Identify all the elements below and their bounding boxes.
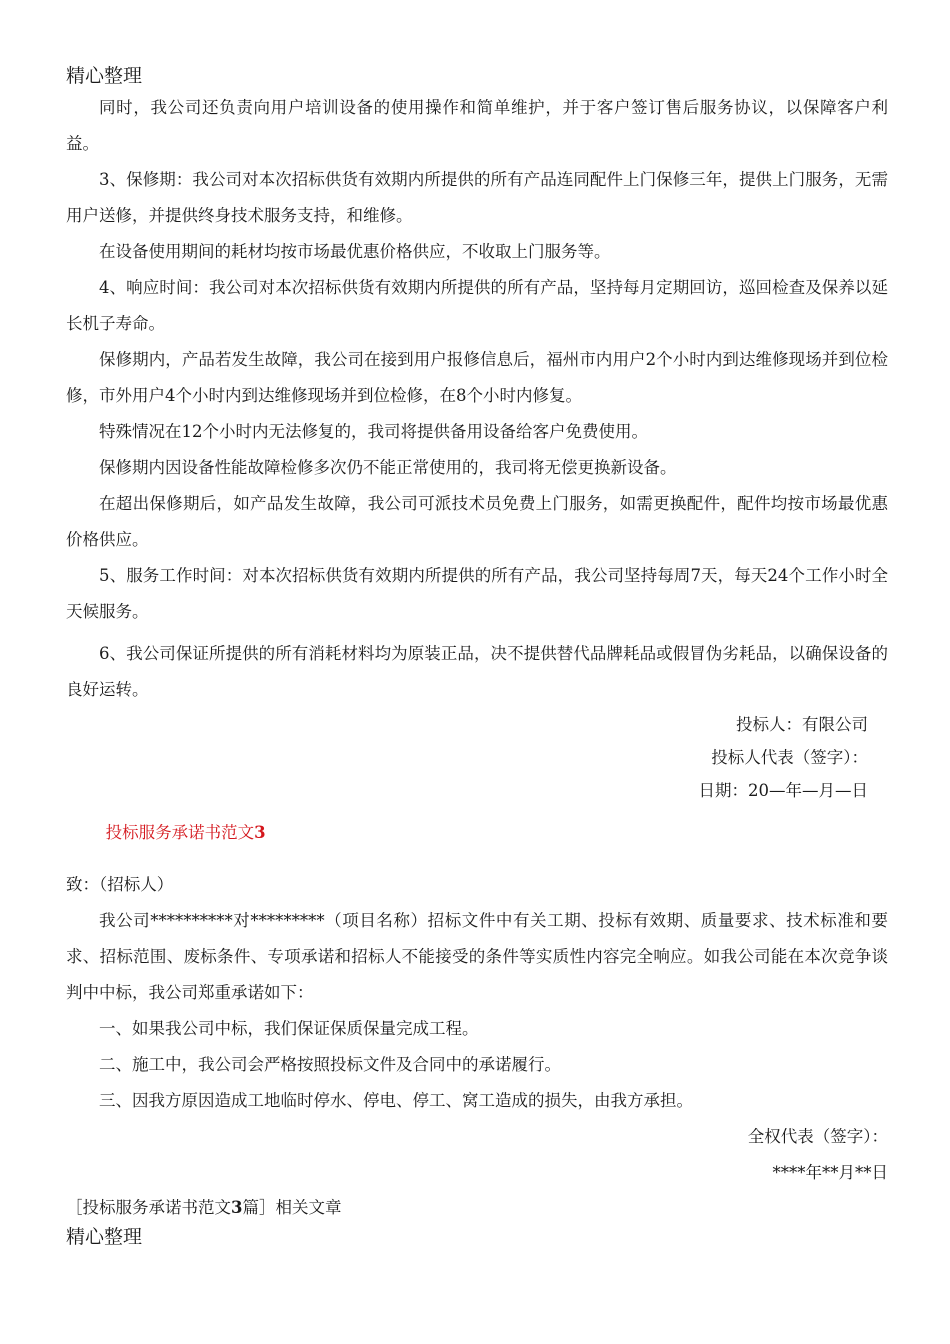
section-1-signature xyxy=(66,708,888,807)
section-2-signature xyxy=(66,1119,888,1191)
related-suffix: 篇］相关文章 xyxy=(242,1198,342,1217)
related-prefix: ［投标服务承诺书范文 xyxy=(66,1198,231,1217)
signature-date: 日期：20—年—月—日 xyxy=(698,781,868,800)
paragraph-commitment-1: 一、如果我公司中标，我们保证保质保量完成工程。 xyxy=(99,1019,479,1038)
paragraph-genuine-materials: 6、我公司保证所提供的所有消耗材料均为原装正品，决不提供替代品牌耗品或假冒伪劣耗品，以确保设备的良好运转。 xyxy=(66,644,888,699)
salutation: 致：（招标人） xyxy=(66,875,174,894)
paragraph-service-hours: 5、服务工作时间：对本次招标供货有效期内所提供的所有产品，我公司坚持每周7天，每天24个工作小时全天候服务。 xyxy=(66,566,888,621)
paragraph-commitment-3: 三、因我方原因造成工地临时停水、停电、停工、窝工造成的损失，由我方承担。 xyxy=(99,1091,693,1110)
related-number: 3 xyxy=(231,1198,243,1217)
authorized-date: ****年**月**日 xyxy=(772,1163,888,1182)
paragraph-commitment-2: 二、施工中，我公司会严格按照投标文件及合同中的承诺履行。 xyxy=(99,1055,561,1074)
paragraph-response-time: 4、响应时间：我公司对本次招标供货有效期内所提供的所有产品，坚持每月定期回访，巡回检查及保养以延长机子寿命。 xyxy=(66,278,888,333)
section-2-title-text: 投标服务承诺书范文 xyxy=(105,823,255,842)
signature-bidder: 投标人：有限公司 xyxy=(736,715,868,734)
related-articles-link[interactable] xyxy=(66,1193,888,1223)
paragraph-commitment-intro: 我公司**********对*********（项目名称）招标文件中有关工期、投标有效期、质量要求、技术标准和要求、招标范围、废标条件、专项承诺和招标人不能接受的条件等实质性内容完全响应。如我公司能在本次竞争谈判中中标，我公司郑重承诺如下： xyxy=(66,911,888,1002)
signature-representative: 投标人代表（签字）： xyxy=(711,748,868,767)
section-2-body xyxy=(66,903,888,1119)
paragraph-special-cases: 特殊情况在12个小时内无法修复的，我司将提供备用设备给客户免费使用。 xyxy=(99,422,648,441)
section-2-title xyxy=(66,815,888,851)
paragraph-post-warranty: 在超出保修期后，如产品发生故障，我公司可派技术员免费上门服务，如需更换配件，配件均按市场最优惠价格供应。 xyxy=(66,494,888,549)
paragraph-replacement: 保修期内因设备性能故障检修多次仍不能正常使用的，我司将无偿更换新设备。 xyxy=(99,458,677,477)
paragraph-warranty: 3、保修期：我公司对本次招标供货有效期内所提供的所有产品连同配件上门保修三年，提供上门服务，无需用户送修，并提供终身技术服务支持，和维修。 xyxy=(66,170,888,225)
paragraph-repair-time: 保修期内，产品若发生故障，我公司在接到用户报修信息后，福州市内用户2个小时内到达维修现场并到位检修，市外用户4个小时内到达维修现场并到位检修，在8个小时内修复。 xyxy=(66,350,888,405)
section-2-title-number: 3 xyxy=(254,823,266,842)
footer-label: 精心整理 xyxy=(66,1226,143,1248)
document-page xyxy=(66,62,888,1251)
header-label: 精心整理 xyxy=(66,65,143,87)
paragraph-consumables: 在设备使用期间的耗材均按市场最优惠价格供应，不收取上门服务等。 xyxy=(99,242,611,261)
section-1-body xyxy=(66,90,888,708)
spacer xyxy=(66,851,888,867)
authorized-representative: 全权代表（签字）： xyxy=(747,1127,888,1146)
paragraph-training: 同时，我公司还负责向用户培训设备的使用操作和简单维护，并于客户签订售后服务协议，以保障客户利益。 xyxy=(66,98,888,153)
